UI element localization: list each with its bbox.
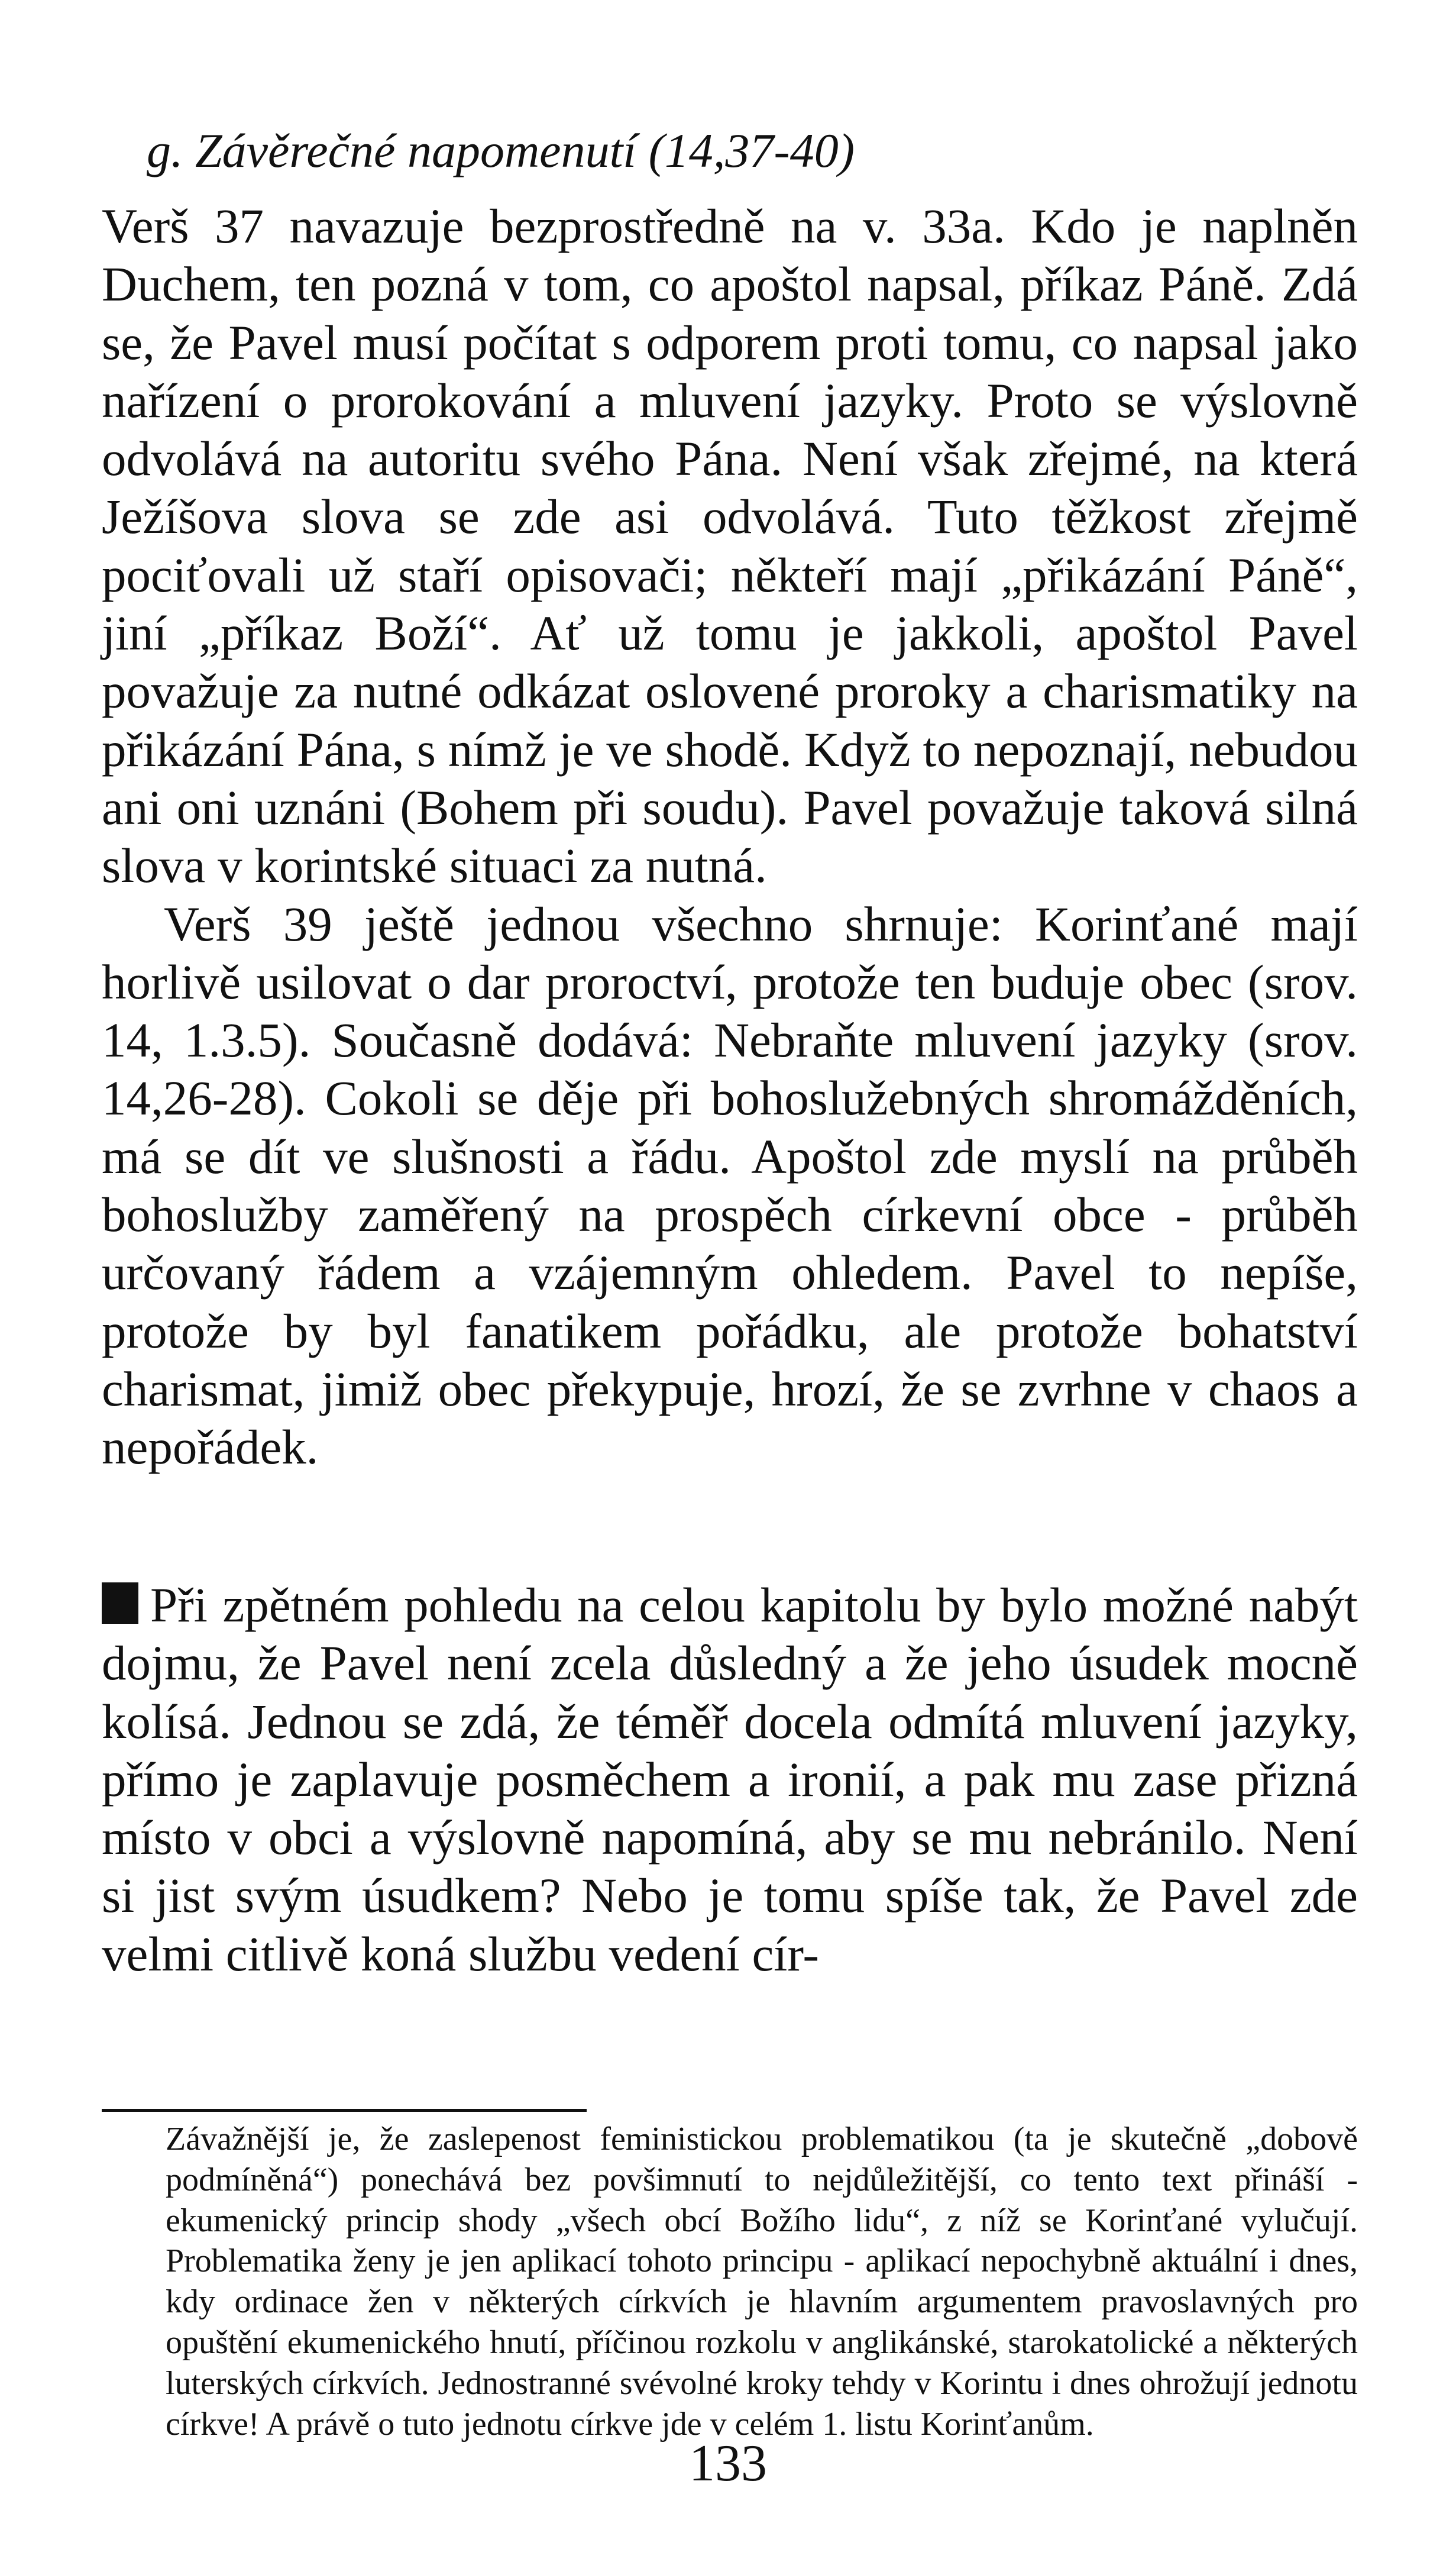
paragraph-verse-39: Verš 39 ještě jednou všechno shrnuje: Korinťané mají horlivě usilovat o dar proroctví, protože ten buduje obec (srov. 14, 1.3.5). Současně dodává: Nebraňte mluvení jazyky (srov. 14,26-28). Cokoli se děje při bohoslužebných shromážděních, má se dít ve slušnosti a řádu. Apoštol zde myslí na průběh bohoslužby zaměřený na prospěch církevní obce - průběh určovaný řádem a vzájemným ohledem. Pavel to nepíše, protože by byl fanatikem pořádku, ale protože bohatství charismat, jimiž obec překypuje, hrozí, že se zvrhne v chaos a nepořádek. bbox=[102, 896, 1358, 1475]
footnote bbox=[166, 2119, 1358, 2444]
page-number: 133 bbox=[689, 2435, 767, 2492]
reflection-section bbox=[102, 1576, 1358, 1983]
reflection-text: Při zpětném pohledu na celou kapitolu by bylo možné nabýt dojmu, že Pavel není zcela důsledný a že jeho úsudek mocně kolísá. Jednou se zdá, že téměř docela odmítá mluvení jazyky, přímo je zaplavuje posměchem a ironií, a pak mu zase přizná místo v obci a výslovně napomíná, aby se mu nebránilo. Není si jist svým úsudkem? Nebo je tomu spíše tak, že Pavel zde velmi citlivě koná službu vedení cír- bbox=[102, 1578, 1358, 1981]
square-marker-icon bbox=[102, 1582, 138, 1624]
footnote-text: Závažnější je, že zaslepenost feministickou problematikou (ta je skutečně „dobově podmíněná“) ponechává bez povšimnutí to nejdůležitější, co tento text přináší - ekumenický princip shody „všech obcí Božího lidu“, z níž se Korinťané vylučují. Problematika ženy je jen aplikací tohoto principu - aplikací nepochybně aktuální i dnes, kdy ordinace žen v některých církvích je hlavním argumentem pravoslavných pro opuštění ekumenického hnutí, příčinou rozkolu v anglikánské, starokatolické a některých luterských církvích. Jednostranné svévolné kroky tehdy v Korintu i dnes ohrožují jednotu církve! A právě o tuto jednotu církve jde v celém 1. listu Korinťanům. bbox=[166, 2121, 1358, 2443]
section-heading: g. Závěrečné napomenutí (14,37-40) bbox=[147, 124, 855, 177]
footnote-divider bbox=[102, 2109, 587, 2112]
paragraph-verse-37: Verš 37 navazuje bezprostředně na v. 33a. Kdo je naplněn Duchem, ten pozná v tom, co apoštol napsal, příkaz Páně. Zdá se, že Pavel musí počítat s odporem proti tomu, co napsal jako nařízení o prorokování a mluvení jazyky. Proto se výslovně odvolává na autoritu svého Pána. Není však zřejmé, na která Ježíšova slova se zde asi odvolává. Tuto těžkost zřejmě pociťovali už staří opisovači; někteří mají „přikázání Páně“, jiní „příkaz Boží“. Ať už tomu je jakkoli, apoštol Pavel považuje za nutné odkázat oslovené proroky a charismatiky na přikázání Pána, s nímž je ve shodě. Když to nepoznají, nebudou ani oni uznáni (Bohem při soudu). Pavel považuje taková silná slova v korintské situaci za nutná. bbox=[102, 199, 1358, 893]
reflection-paragraph bbox=[102, 1576, 1358, 1983]
main-text bbox=[102, 197, 1358, 1477]
